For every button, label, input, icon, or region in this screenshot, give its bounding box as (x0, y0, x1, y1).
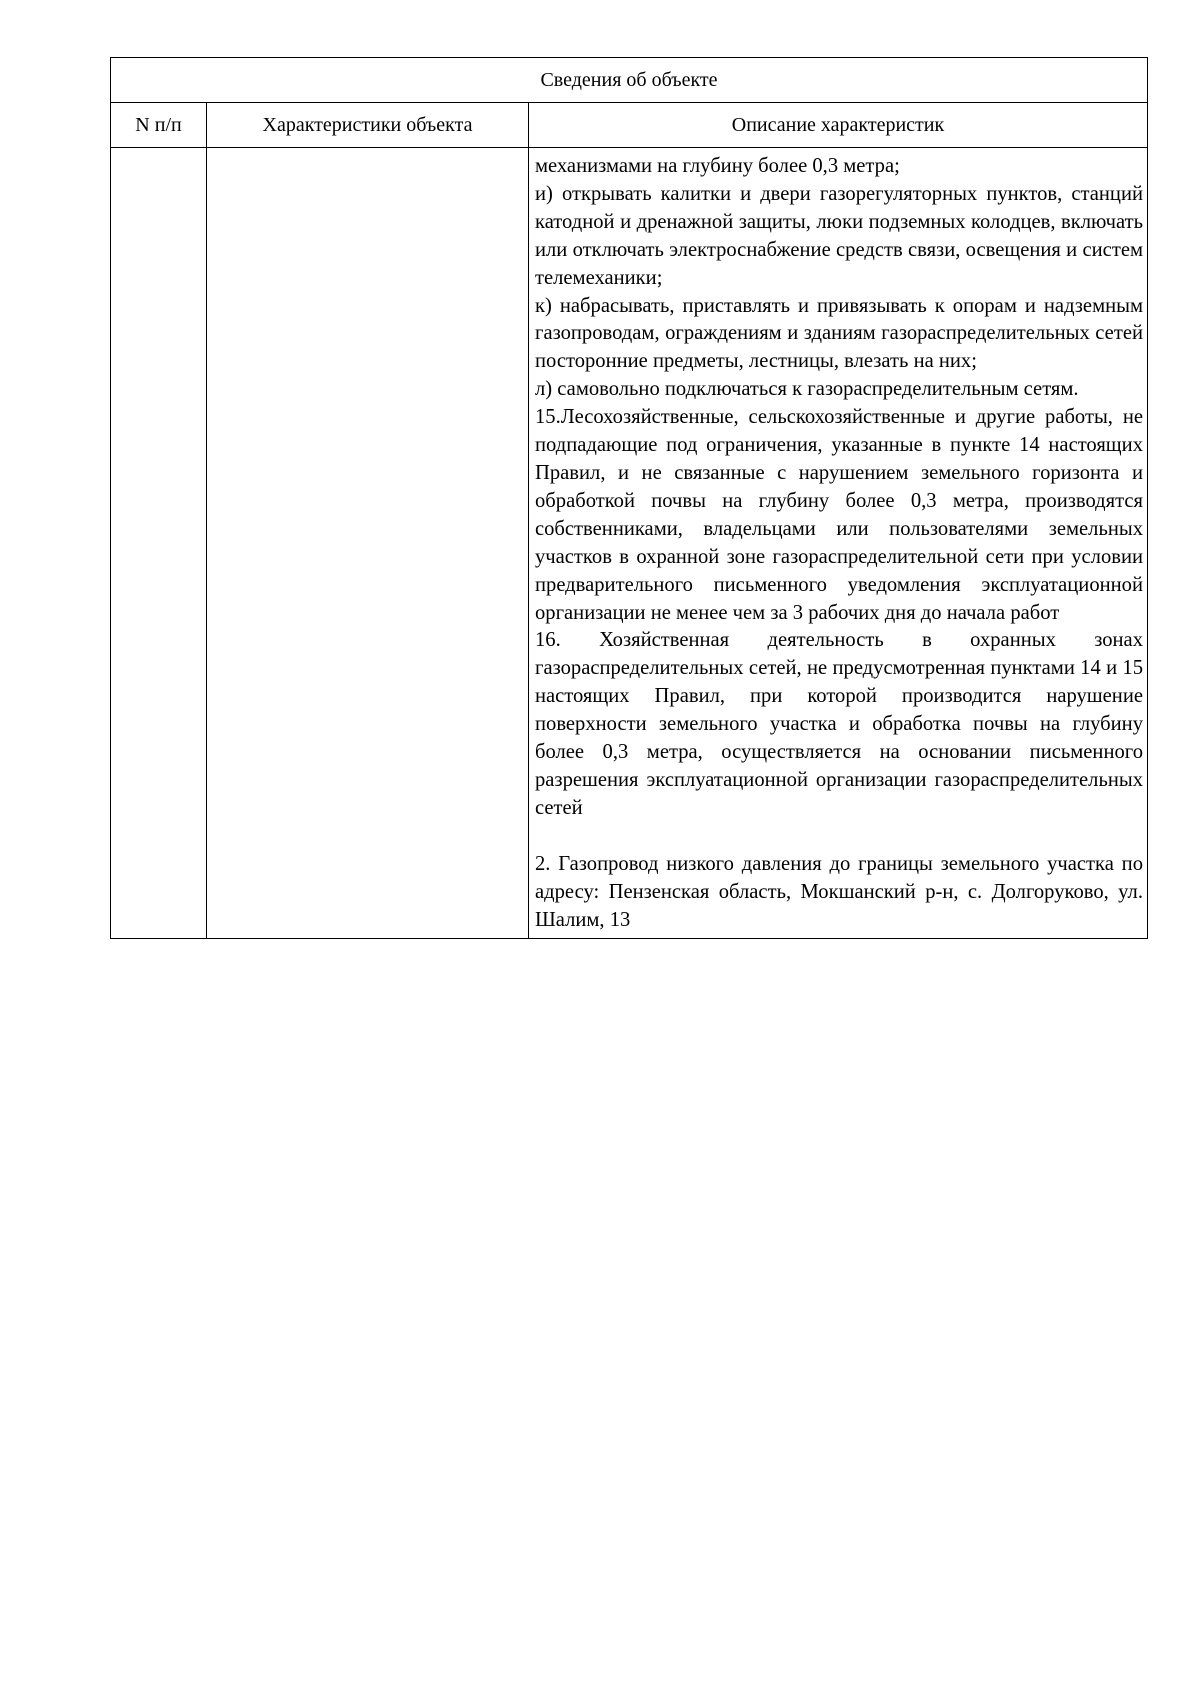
row-number-cell (111, 148, 207, 939)
header-number: N п/п (111, 103, 207, 148)
row-description-cell (529, 148, 1148, 939)
description-paragraph: 15.Лесохозяйственные, сельскохозяйственные и другие работы, не подпадающие под ограничения, указанные в пункте 14 настоящих Правил, и не связанные с нарушением земельного горизонта и обработкой почвы на глубину более 0,3 метра, производятся собственниками, владельцами или пользователями земельных участков в охранной зоне газораспределительной сети при условии предварительного письменного уведомления эксплуатационной организации не менее чем за 3 рабочих дня до начала работ (535, 406, 1143, 624)
description-paragraph: л) самовольно подключаться к газораспределительным сетям. (535, 378, 1079, 401)
table-title: Сведения об объекте (111, 58, 1148, 103)
header-description: Описание характеристик (529, 103, 1148, 148)
row-characteristics-cell (207, 148, 529, 939)
object-info-table (110, 57, 1148, 939)
description-paragraph: механизмами на глубину более 0,3 метра; (535, 155, 900, 177)
description-paragraph: и) открывать калитки и двери газорегуляторных пунктов, станций катодной и дренажной защиты, люки подземных колодцев, включать или отключать электроснабжение средств связи, освещения и систем телемеханики; (535, 182, 1143, 289)
table-header-row (111, 103, 1148, 148)
description-paragraph: 16. Хозяйственная деятельность в охранных зонах газораспределительных сетей, не предусмотренная пунктами 14 и 15 настоящих Правил, при которой производится нарушение поверхности земельного участка и обработка почвы на глубину более 0,3 метра, осуществляется на основании письменного разрешения эксплуатационной организации газораспределительных сетей (535, 629, 1143, 819)
table-title-row (111, 58, 1148, 103)
description-paragraph: к) набрасывать, приставлять и привязывать к опорам и надземным газопроводам, ограждениям и зданиям газораспределительных сетей посторонние предметы, лестницы, влезать на них; (535, 294, 1143, 373)
table-row (111, 148, 1148, 939)
header-characteristics: Характеристики объекта (207, 103, 529, 148)
description-paragraph: 2. Газопровод низкого давления до границы земельного участка по адресу: Пензенская область, Мокшанский р-н, с. Долгоруково, ул. Шалим, 13 (535, 852, 1143, 931)
